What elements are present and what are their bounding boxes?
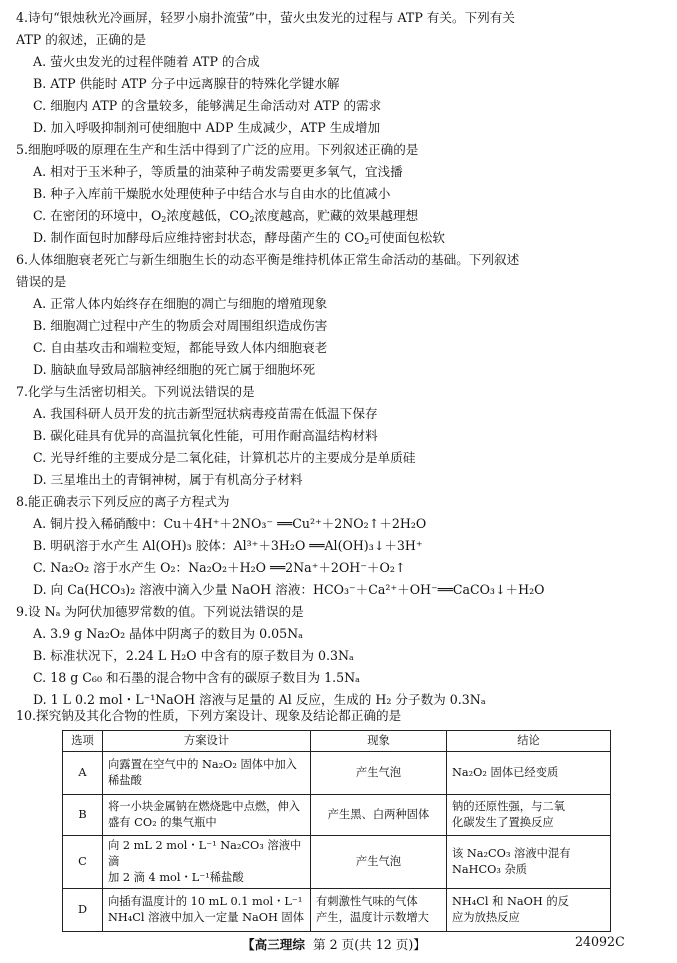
row-option: A <box>63 752 103 795</box>
table-row <box>63 836 611 889</box>
q7-option-a: A. 我国科研人员开发的抗击新型冠状病毒疫苗需在低温下保存 <box>33 406 378 421</box>
q6-option-a: A. 正常人体内始终存在细胞的凋亡与细胞的增殖现象 <box>33 296 328 311</box>
q5-stem: 5.细胞呼吸的原理在生产和生活中得到了广泛的应用。下列叙述正确的是 <box>16 142 419 157</box>
table-row <box>63 889 611 932</box>
q6-option-b: B. 细胞凋亡过程中产生的物质会对周围组织造成伤害 <box>33 318 328 333</box>
q6-option-c: C. 自由基攻击和端粒变短，都能导致人体内细胞衰老 <box>33 340 328 355</box>
q5-option-a: A. 相对于玉米种子，等质量的油菜种子萌发需要更多氧气，宜浅播 <box>33 164 403 179</box>
row-phenomenon: 产生黑、白两种固体 <box>311 795 447 836</box>
q10-stem: 10.探究钠及其化合物的性质，下列方案设计、现象及结论都正确的是 <box>16 708 402 723</box>
row-phenomenon: 有刺激性气味的气体 产生，温度计示数增大 <box>311 889 447 932</box>
q9-option-d: D. 1 L 0.2 mol・L⁻¹NaOH 溶液与足量的 Al 反应，生成的 H₂ 分子数为 0.3Nₐ <box>33 692 486 707</box>
q9-stem: 9.设 Nₐ 为阿伏加德罗常数的值。下列说法错误的是 <box>16 604 304 619</box>
q8-stem: 8.能正确表示下列反应的离子方程式为 <box>16 494 230 509</box>
q5-option-d: D. 制作面包时加酵母后应维持密封状态，酵母菌产生的 $CO_2$可使面包松软 <box>33 230 445 246</box>
header-design: 方案设计 <box>103 731 311 752</box>
footer-title: 【高三理综 <box>242 937 305 952</box>
header-phenomenon: 现象 <box>311 731 447 752</box>
row-conclusion: 该 Na₂CO₃ 溶液中混有 NaHCO₃ 杂质 <box>447 836 611 889</box>
q10-table <box>62 730 611 932</box>
row-design: 向 2 mL 2 mol・L⁻¹ Na₂CO₃ 溶液中滴 加 2 滴 4 mol・L⁻¹稀盐酸 <box>103 836 311 889</box>
q4-stem-line1: 4.诗句“银烛秋光冷画屏，轻罗小扇扑流萤”中，萤火虫发光的过程与 ATP 有关。下列有关 <box>16 10 515 25</box>
q6-stem-line2: 错误的是 <box>16 274 67 289</box>
q4-option-c: C. 细胞内 ATP 的含量较多，能够满足生命活动对 ATP 的需求 <box>33 98 382 113</box>
q8-option-b: B. 明矾溶于水产生 Al(OH)₃ 胶体：Al³⁺＋3H₂O ══Al(OH)₃↓＋3H⁺ <box>33 538 423 553</box>
q4-option-a: A. 萤火虫发光的过程伴随着 ATP 的合成 <box>33 54 260 69</box>
row-option: B <box>63 795 103 836</box>
q8-option-c: C. Na₂O₂ 溶于水产生 O₂：Na₂O₂＋H₂O ══2Na⁺＋2OH⁻＋O₂↑ <box>33 560 406 575</box>
q5-option-c: C. 在密闭的环境中，$O_2$浓度越低，$CO_2$浓度越高，贮藏的效果越理想 <box>33 208 419 224</box>
q6-option-d: D. 脑缺血导致局部脑神经细胞的死亡属于细胞坏死 <box>33 362 316 377</box>
q9-option-c: C. 18 g C₆₀ 和石墨的混合物中含有的碳原子数目为 1.5Nₐ <box>33 670 361 685</box>
q5-option-b: B. 种子入库前干燥脱水处理使种子中结合水与自由水的比值减小 <box>33 186 391 201</box>
row-design: 将一小块金属钠在燃烧匙中点燃，伸入 盛有 CO₂ 的集气瓶中 <box>103 795 311 836</box>
q7-option-b: B. 碳化硅具有优异的高温抗氧化性能，可用作耐高温结构材料 <box>33 428 378 443</box>
q7-stem: 7.化学与生活密切相关。下列说法错误的是 <box>16 384 255 399</box>
q4-option-b: B. ATP 供能时 ATP 分子中远离腺苷的特殊化学键水解 <box>33 76 340 91</box>
row-phenomenon: 产生气泡 <box>311 752 447 795</box>
footer-code: 24092C <box>575 934 625 949</box>
row-design: 向插有温度计的 10 mL 0.1 mol・L⁻¹ NH₄Cl 溶液中加入一定量 NaOH 固体 <box>103 889 311 932</box>
q7-option-c: C. 光导纤维的主要成分是二氧化硅，计算机芯片的主要成分是单质硅 <box>33 450 416 465</box>
row-conclusion: Na₂O₂ 固体已经变质 <box>447 752 611 795</box>
table-row <box>63 795 611 836</box>
q9-option-b: B. 标准状况下，2.24 L H₂O 中含有的原子数目为 0.3Nₐ <box>33 648 354 663</box>
footer-page-info <box>242 934 426 953</box>
footer-page-number: 第 2 页(共 12 页)】 <box>312 937 426 952</box>
row-option: D <box>63 889 103 932</box>
q4-stem-line2: ATP 的叙述，正确的是 <box>16 32 147 47</box>
q7-option-d: D. 三星堆出土的青铜神树，属于有机高分子材料 <box>33 472 303 487</box>
row-phenomenon: 产生气泡 <box>311 836 447 889</box>
row-design: 向露置在空气中的 Na₂O₂ 固体中加入 稀盐酸 <box>103 752 311 795</box>
header-conclusion: 结论 <box>447 731 611 752</box>
q4-option-d: D. 加入呼吸抑制剂可使细胞中 ADP 生成减少，ATP 生成增加 <box>33 120 381 135</box>
row-conclusion: NH₄Cl 和 NaOH 的反 应为放热反应 <box>447 889 611 932</box>
q8-option-a: A. 铜片投入稀硝酸中：Cu＋4H⁺＋2NO₃⁻ ══Cu²⁺＋2NO₂↑＋2H₂O <box>33 516 427 531</box>
table-row <box>63 752 611 795</box>
q9-option-a: A. 3.9 g Na₂O₂ 晶体中阴离子的数目为 0.05Nₐ <box>33 626 304 641</box>
header-option: 选项 <box>63 731 103 752</box>
table-header-row <box>63 731 611 752</box>
q6-stem-line1: 6.人体细胞衰老死亡与新生细胞生长的动态平衡是维持机体正常生命活动的基础。下列叙述 <box>16 252 520 267</box>
row-conclusion: 钠的还原性强，与二氧 化碳发生了置换反应 <box>447 795 611 836</box>
q8-option-d: D. 向 Ca(HCO₃)₂ 溶液中滴入少量 NaOH 溶液：HCO₃⁻＋Ca²⁺＋OH⁻══CaCO₃↓＋H₂O <box>33 582 545 597</box>
row-option: C <box>63 836 103 889</box>
